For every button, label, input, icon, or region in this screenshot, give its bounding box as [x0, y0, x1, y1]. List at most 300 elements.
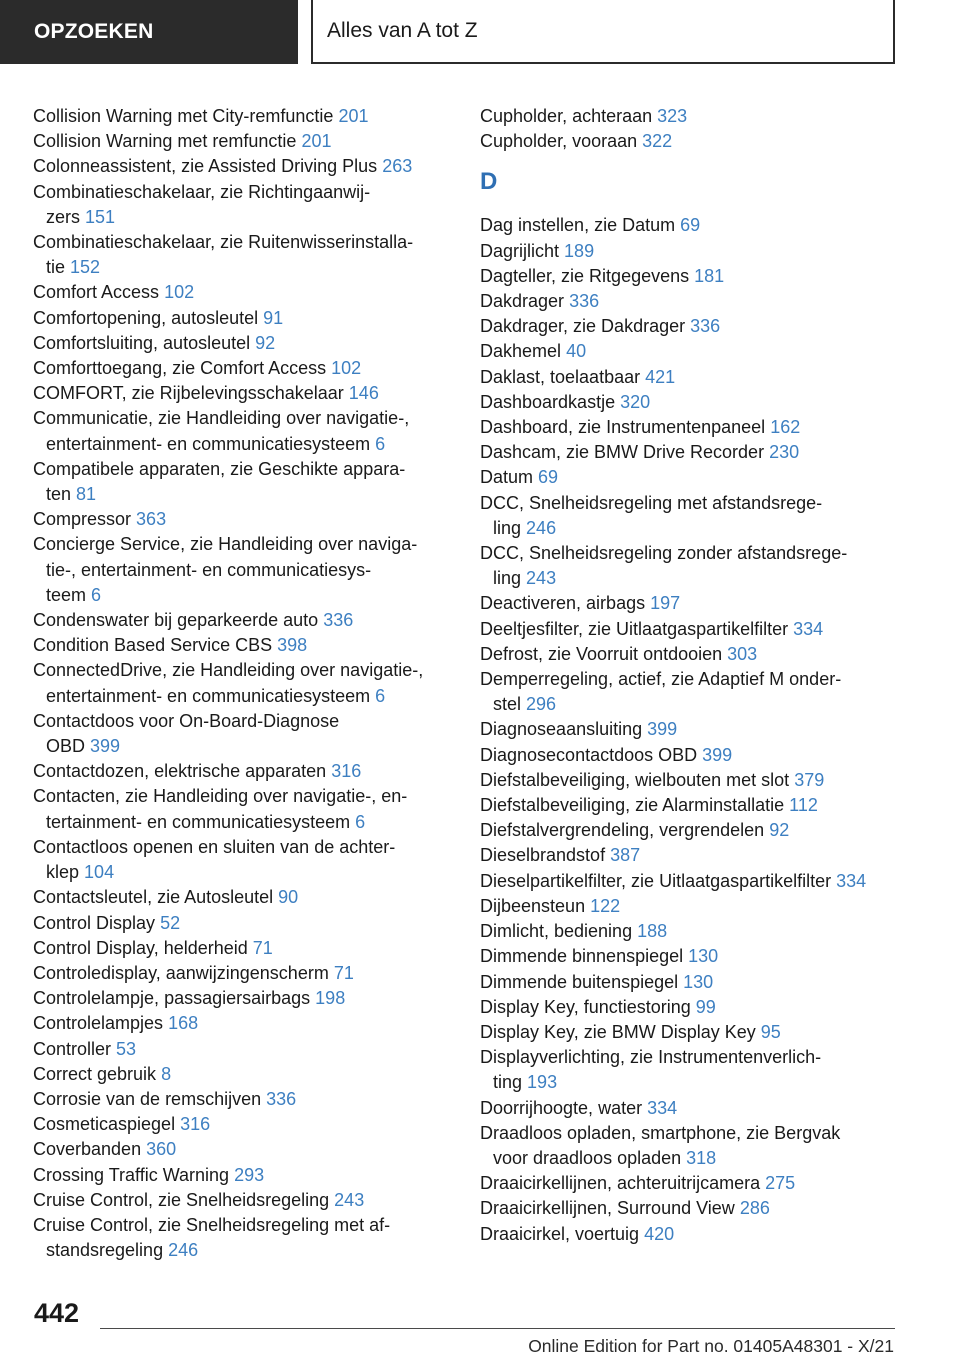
index-entry — [33, 1037, 453, 1062]
index-entry-line — [480, 129, 900, 154]
index-entry-line — [480, 390, 900, 415]
index-entry — [33, 406, 453, 456]
index-entry-text: Dimmende buitenspiegel — [480, 971, 679, 992]
index-entry — [33, 129, 453, 154]
index-entry-text: Control Display, helderheid — [33, 937, 248, 958]
index-entry-line — [33, 911, 453, 936]
index-entry — [33, 759, 453, 784]
page-reference-link[interactable]: 318 — [686, 1147, 717, 1168]
index-entry-line — [480, 642, 900, 667]
page-reference-link[interactable]: 363 — [136, 509, 167, 530]
index-entry-text: Deactiveren, airbags — [480, 593, 646, 614]
page-reference-link[interactable]: 99 — [695, 996, 716, 1017]
index-entry-line — [480, 843, 900, 868]
index-entry — [480, 264, 900, 289]
index-entry-line — [480, 1196, 900, 1221]
index-entry-text: Concierge Service, zie Handleiding over naviga- — [33, 534, 418, 555]
index-column-right — [480, 104, 900, 1247]
page-reference-link[interactable]: 201 — [301, 131, 332, 152]
index-entry-line — [480, 566, 900, 591]
page-reference-link[interactable]: 336 — [266, 1088, 297, 1109]
page-reference-link[interactable]: 293 — [234, 1164, 265, 1185]
index-entry — [480, 129, 900, 154]
index-entry-text: voor draadloos opladen — [493, 1147, 682, 1168]
index-entry — [480, 869, 900, 894]
index-entry-text: ten — [46, 484, 72, 505]
index-entry-line — [480, 415, 900, 440]
index-entry — [33, 658, 453, 708]
index-entry-line — [33, 104, 453, 129]
index-entry-line — [480, 692, 900, 717]
index-entry-text: Combinatieschakelaar, zie Richtingaanwij- — [33, 181, 371, 202]
index-entry — [480, 667, 900, 717]
index-entry-line — [33, 507, 453, 532]
page-reference-link[interactable]: 197 — [650, 593, 681, 614]
page-reference-link[interactable]: 360 — [146, 1139, 177, 1160]
index-entry-text: Dieselpartikelfilter, zie Uitlaatgaspartikelfilter — [480, 870, 832, 891]
index-entry — [33, 280, 453, 305]
index-entry — [480, 1121, 900, 1171]
index-entry-text: OBD — [46, 736, 86, 757]
index-entry — [480, 843, 900, 868]
index-entry-line — [480, 591, 900, 616]
page-reference-link[interactable]: 286 — [739, 1198, 770, 1219]
index-entry — [480, 970, 900, 995]
index-entry — [480, 818, 900, 843]
index-entry — [480, 390, 900, 415]
page-reference-link[interactable]: 81 — [76, 484, 97, 505]
page-reference-link[interactable]: 316 — [331, 761, 362, 782]
index-entry-line — [33, 432, 453, 457]
page-reference-link[interactable]: 8 — [161, 1063, 172, 1084]
index-entry-text: Diagnosecontactdoos OBD — [480, 744, 698, 765]
index-entry — [480, 995, 900, 1020]
index-entry-line — [480, 970, 900, 995]
index-entry-text: Colonneassistent, zie Assisted Driving Plus — [33, 156, 378, 177]
index-entry-line — [33, 684, 453, 709]
index-entry — [480, 465, 900, 490]
page-reference-link[interactable]: 92 — [769, 820, 790, 841]
index-entry — [480, 768, 900, 793]
index-entry-line — [33, 986, 453, 1011]
page-reference-link[interactable]: 243 — [526, 568, 557, 589]
page-reference-link[interactable]: 69 — [538, 467, 559, 488]
index-entry-line — [480, 213, 900, 238]
page-reference-link[interactable]: 334 — [836, 870, 867, 891]
index-entry-line — [33, 558, 453, 583]
index-entry — [33, 608, 453, 633]
index-entry — [480, 591, 900, 616]
index-entry — [480, 289, 900, 314]
index-entry-line — [480, 104, 900, 129]
index-entry-text: Draaicirkellijnen, Surround View — [480, 1198, 735, 1219]
page-reference-link[interactable]: 146 — [348, 383, 379, 404]
index-entry — [33, 1213, 453, 1263]
index-entry — [33, 784, 453, 834]
page-reference-link[interactable]: 334 — [647, 1097, 678, 1118]
header-section-tab — [0, 0, 298, 64]
index-entry-line — [480, 919, 900, 944]
index-entry — [480, 239, 900, 264]
index-entry-text: Controlelampje, passagiersairbags — [33, 988, 311, 1009]
page-reference-link[interactable]: 246 — [526, 517, 557, 538]
page-reference-link[interactable]: 112 — [789, 795, 818, 816]
index-entry — [33, 986, 453, 1011]
page-reference-link[interactable]: 399 — [702, 744, 733, 765]
index-entry-line — [33, 784, 453, 809]
index-entry-text: Controlelampjes — [33, 1013, 164, 1034]
index-entry — [480, 617, 900, 642]
page-reference-link[interactable]: 181 — [694, 265, 725, 286]
page-reference-link[interactable]: 69 — [680, 215, 701, 236]
index-entry-line — [480, 1070, 900, 1095]
index-entry — [480, 440, 900, 465]
index-entry — [33, 180, 453, 230]
index-entry-text: Diefstalvergrendeling, vergrendelen — [480, 820, 765, 841]
page-reference-link[interactable]: 243 — [334, 1189, 365, 1210]
index-entry-line — [33, 205, 453, 230]
page-reference-link[interactable]: 398 — [277, 635, 308, 656]
index-entry — [33, 381, 453, 406]
index-entry-text: Condition Based Service CBS — [33, 635, 273, 656]
index-entry-line — [480, 289, 900, 314]
index-entry-text: Cruise Control, zie Snelheidsregeling — [33, 1189, 330, 1210]
index-entry — [480, 1020, 900, 1045]
index-entry-text: Cruise Control, zie Snelheidsregeling met af- — [33, 1214, 391, 1235]
index-entry-text: Compatibele apparaten, zie Geschikte appara- — [33, 458, 406, 479]
index-entry-line — [33, 356, 453, 381]
page-reference-link[interactable]: 296 — [526, 694, 557, 715]
index-entry-line — [480, 894, 900, 919]
index-entry-line — [33, 658, 453, 683]
index-entry-line — [33, 1087, 453, 1112]
page-reference-link[interactable]: 263 — [382, 156, 413, 177]
index-entry — [33, 1087, 453, 1112]
index-entry-line — [480, 1171, 900, 1196]
index-entry-text: entertainment- en communicatiesysteem — [46, 685, 371, 706]
index-entry-line — [480, 944, 900, 969]
index-entry — [480, 793, 900, 818]
index-entry-text: ling — [493, 568, 522, 589]
index-entry — [480, 365, 900, 390]
index-entry-text: Comfort Access — [33, 282, 160, 303]
index-entry — [33, 457, 453, 507]
index-entry — [480, 743, 900, 768]
index-entry-line — [480, 314, 900, 339]
page-reference-link[interactable]: 399 — [90, 736, 121, 757]
page-reference-link[interactable]: 399 — [647, 719, 678, 740]
index-entry-line — [480, 1121, 900, 1146]
index-entry-text: Dashboard, zie Instrumentenpaneel — [480, 417, 766, 438]
page-reference-link[interactable]: 387 — [610, 845, 641, 866]
index-entry-line — [480, 667, 900, 692]
index-entry — [33, 1062, 453, 1087]
index-entry-line — [33, 885, 453, 910]
index-entry-text: Dijbeensteun — [480, 895, 586, 916]
index-entry-line — [33, 583, 453, 608]
index-entry-line — [33, 1137, 453, 1162]
page-reference-link[interactable]: 198 — [315, 988, 346, 1009]
index-entry — [33, 1163, 453, 1188]
index-entry — [480, 491, 900, 541]
index-entry-line — [33, 1062, 453, 1087]
page-reference-link[interactable]: 91 — [263, 307, 284, 328]
index-entry-line — [33, 633, 453, 658]
header-title: Alles van A tot Z — [327, 19, 478, 42]
index-entry-line — [33, 734, 453, 759]
page-reference-link[interactable]: 189 — [564, 240, 595, 261]
index-entry-text: Datum — [480, 467, 534, 488]
index-entry — [480, 541, 900, 591]
index-entry-text: Coverbanden — [33, 1139, 142, 1160]
index-entry-text: Diefstalbeveiliging, wielbouten met slot — [480, 769, 790, 790]
index-entry — [33, 936, 453, 961]
index-entry-text: Display Key, zie BMW Display Key — [480, 1021, 756, 1042]
page-reference-link[interactable]: 52 — [160, 912, 181, 933]
page-reference-link[interactable]: 421 — [645, 366, 676, 387]
index-entry-line — [480, 1045, 900, 1070]
index-entry-text: Dimlicht, bediening — [480, 921, 633, 942]
index-entry — [33, 885, 453, 910]
page-reference-link[interactable]: 71 — [333, 962, 354, 983]
index-entry — [480, 1096, 900, 1121]
page-reference-link[interactable]: 336 — [690, 316, 721, 337]
index-entry-line — [480, 239, 900, 264]
index-entry-text: Crossing Traffic Warning — [33, 1164, 230, 1185]
page-reference-link[interactable]: 6 — [375, 433, 386, 454]
page-reference-link[interactable]: 193 — [527, 1072, 558, 1093]
index-entry-text: stel — [493, 694, 522, 715]
index-entry-text: Contactdozen, elektrische apparaten — [33, 761, 327, 782]
index-entry-text: Communicatie, zie Handleiding over navigatie-, — [33, 408, 410, 429]
index-entry — [33, 306, 453, 331]
page-reference-link[interactable]: 323 — [657, 106, 688, 126]
index-entry-text: DCC, Snelheidsregeling met afstandsrege- — [480, 492, 823, 513]
page-reference-link[interactable]: 322 — [642, 131, 673, 152]
index-entry-line — [480, 1222, 900, 1247]
page-reference-link[interactable]: 168 — [168, 1013, 199, 1034]
page-reference-link[interactable]: 420 — [644, 1223, 675, 1244]
index-entry — [480, 944, 900, 969]
index-entry-text: Diefstalbeveiliging, zie Alarminstallatie — [480, 795, 785, 816]
page-reference-link[interactable]: 95 — [760, 1021, 781, 1042]
index-entry — [480, 642, 900, 667]
index-entry-text: Dakhemel — [480, 341, 562, 362]
index-entry — [33, 835, 453, 885]
index-entry-text: Comfortopening, autosleutel — [33, 307, 259, 328]
index-entry-text: Control Display — [33, 912, 156, 933]
index-entry-text: Comforttoegang, zie Comfort Access — [33, 358, 327, 379]
index-entry-line — [33, 129, 453, 154]
page-reference-link[interactable]: 71 — [252, 937, 273, 958]
index-entry-text: Dashboardkastje — [480, 391, 616, 412]
index-entry-text: Contacten, zie Handleiding over navigatie-, en- — [33, 786, 408, 807]
index-entry-line — [480, 717, 900, 742]
page-reference-link[interactable]: 316 — [180, 1114, 211, 1135]
index-entry-text: Deeltjesfilter, zie Uitlaatgaspartikelfilter — [480, 618, 789, 639]
index-entry-text: Collision Warning met remfunctie — [33, 131, 297, 152]
index-entry-line — [480, 339, 900, 364]
index-entry — [480, 894, 900, 919]
index-entry-line — [33, 331, 453, 356]
header-section-label: OPZOEKEN — [34, 20, 154, 43]
index-entry — [33, 1188, 453, 1213]
index-entry-text: Draaicirkellijnen, achteruitrijcamera — [480, 1173, 761, 1194]
index-entry-text: Cupholder, vooraan — [480, 131, 638, 152]
index-entry-line — [33, 381, 453, 406]
index-entry — [480, 919, 900, 944]
page-reference-link[interactable]: 102 — [331, 358, 362, 379]
index-entry-text: Collision Warning met City-remfunctie — [33, 106, 334, 126]
index-entry — [33, 507, 453, 532]
index-entry — [480, 314, 900, 339]
index-entry-text: Draadloos opladen, smartphone, zie Bergvak — [480, 1122, 841, 1143]
index-entry-text: tie-, entertainment- en communicatiesys- — [46, 559, 372, 580]
index-entry-text: standsregeling — [46, 1240, 164, 1261]
page-reference-link[interactable]: 53 — [116, 1038, 137, 1059]
index-entry-line — [33, 1238, 453, 1263]
index-entry-line — [33, 1037, 453, 1062]
index-entry-line — [480, 869, 900, 894]
index-entry-text: Correct gebruik — [33, 1063, 157, 1084]
index-entry-text: ConnectedDrive, zie Handleiding over navigatie-, — [33, 660, 424, 681]
page-number: 442 — [34, 1298, 80, 1328]
index-entry-text: Dag instellen, zie Datum — [480, 215, 676, 236]
page-reference-link[interactable]: 152 — [70, 257, 101, 278]
index-entry-text: Dagrijlicht — [480, 240, 560, 261]
page-reference-link[interactable]: 201 — [338, 106, 369, 126]
index-entry-line — [33, 255, 453, 280]
section-letter-d: D — [480, 168, 498, 196]
index-entry-line — [33, 180, 453, 205]
index-entry-line — [480, 743, 900, 768]
index-entry-line — [33, 457, 453, 482]
index-entry-text: tie — [46, 257, 66, 278]
index-entry-text: Contactloos openen en sluiten van de achter- — [33, 836, 396, 857]
index-entry-text: Draaicirkel, voertuig — [480, 1223, 640, 1244]
page-reference-link[interactable]: 320 — [620, 391, 651, 412]
page-reference-link[interactable]: 188 — [637, 921, 668, 942]
index-entry — [33, 1137, 453, 1162]
index-group-c-continued — [480, 104, 900, 154]
index-entry-line — [33, 1011, 453, 1036]
header-title-box — [311, 0, 895, 64]
index-entry-line — [33, 1188, 453, 1213]
index-entry-text: Cosmeticaspiegel — [33, 1114, 176, 1135]
index-entry-text: Daklast, toelaatbaar — [480, 366, 641, 387]
index-entry — [480, 1045, 900, 1095]
page-reference-link[interactable]: 92 — [255, 332, 276, 353]
index-entry-text: klep — [46, 862, 80, 883]
index-entry-line — [480, 1096, 900, 1121]
index-entry — [480, 213, 900, 238]
index-entry-text: Controller — [33, 1038, 112, 1059]
index-entry-text: Dimmende binnenspiegel — [480, 946, 684, 967]
index-entry-text: Dashcam, zie BMW Drive Recorder — [480, 442, 765, 463]
page-reference-link[interactable]: 6 — [375, 685, 386, 706]
index-entry — [33, 633, 453, 658]
index-entry-line — [480, 264, 900, 289]
page-reference-link[interactable]: 275 — [765, 1173, 796, 1194]
index-entry-text: COMFORT, zie Rijbelevingsschakelaar — [33, 383, 344, 404]
index-entry — [480, 104, 900, 129]
page-reference-link[interactable]: 130 — [683, 971, 714, 992]
page-reference-link[interactable]: 162 — [770, 417, 801, 438]
index-entry-line — [33, 810, 453, 835]
page-reference-link[interactable]: 336 — [569, 291, 600, 312]
index-entry — [33, 961, 453, 986]
page-reference-link[interactable]: 336 — [323, 610, 354, 631]
footer-divider — [100, 1328, 895, 1329]
index-entry-text: Contactsleutel, zie Autosleutel — [33, 887, 274, 908]
index-entry-text: Cupholder, achteraan — [480, 106, 653, 126]
index-entry — [33, 532, 453, 608]
index-entry — [480, 1196, 900, 1221]
index-entry-text: Defrost, zie Voorruit ontdooien — [480, 643, 723, 664]
index-entry-line — [33, 230, 453, 255]
index-entry — [33, 331, 453, 356]
index-entry-text: Displayverlichting, zie Instrumentenverlich- — [480, 1047, 822, 1068]
index-entry-line — [33, 608, 453, 633]
index-entry-text: Comfortsluiting, autosleutel — [33, 332, 251, 353]
page-reference-link[interactable]: 102 — [164, 282, 195, 303]
index-entry-text: Dakdrager — [480, 291, 565, 312]
index-entry-line — [33, 1112, 453, 1137]
page-reference-link[interactable]: 122 — [590, 895, 621, 916]
index-entry-text: Dieselbrandstof — [480, 845, 606, 866]
page-reference-link[interactable]: 230 — [769, 442, 800, 463]
index-entry — [480, 415, 900, 440]
index-entry-line — [480, 818, 900, 843]
page-reference-link[interactable]: 104 — [84, 862, 115, 883]
page-reference-link[interactable]: 6 — [91, 584, 102, 605]
index-entry-text: Demperregeling, actief, zie Adaptief M onder- — [480, 669, 842, 690]
index-entry-text: Condenswater bij geparkeerde auto — [33, 610, 319, 631]
index-entry-line — [480, 617, 900, 642]
index-entry — [480, 1222, 900, 1247]
index-entry-line — [33, 709, 453, 734]
index-entry-line — [33, 1163, 453, 1188]
index-entry-line — [480, 995, 900, 1020]
index-entry — [33, 104, 453, 129]
index-entry-line — [480, 491, 900, 516]
index-group-d — [480, 213, 900, 1246]
index-entry-line — [33, 406, 453, 431]
index-entry-text: zers — [46, 206, 81, 227]
page-reference-link[interactable]: 6 — [355, 811, 366, 832]
page-reference-link[interactable]: 334 — [793, 618, 824, 639]
index-entry — [33, 709, 453, 759]
index-entry-line — [480, 440, 900, 465]
page-reference-link[interactable]: 130 — [688, 946, 719, 967]
page-reference-link[interactable]: 303 — [727, 643, 758, 664]
index-entry — [480, 717, 900, 742]
index-entry-line — [480, 465, 900, 490]
page-reference-link[interactable]: 379 — [794, 769, 825, 790]
index-entry — [480, 1171, 900, 1196]
page-reference-link[interactable]: 40 — [566, 341, 587, 362]
page-reference-link[interactable]: 151 — [85, 206, 116, 227]
index-entry — [480, 339, 900, 364]
index-entry-text: Dakdrager, zie Dakdrager — [480, 316, 686, 337]
page-reference-link[interactable]: 90 — [278, 887, 299, 908]
index-entry-line — [480, 1146, 900, 1171]
page-reference-link[interactable]: 246 — [168, 1240, 199, 1261]
index-entry — [33, 154, 453, 179]
index-entry-text: Contactdoos voor On-Board-Diagnose — [33, 710, 340, 731]
index-entry-text: entertainment- en communicatiesysteem — [46, 433, 371, 454]
index-entry-text: Display Key, functiestoring — [480, 996, 691, 1017]
